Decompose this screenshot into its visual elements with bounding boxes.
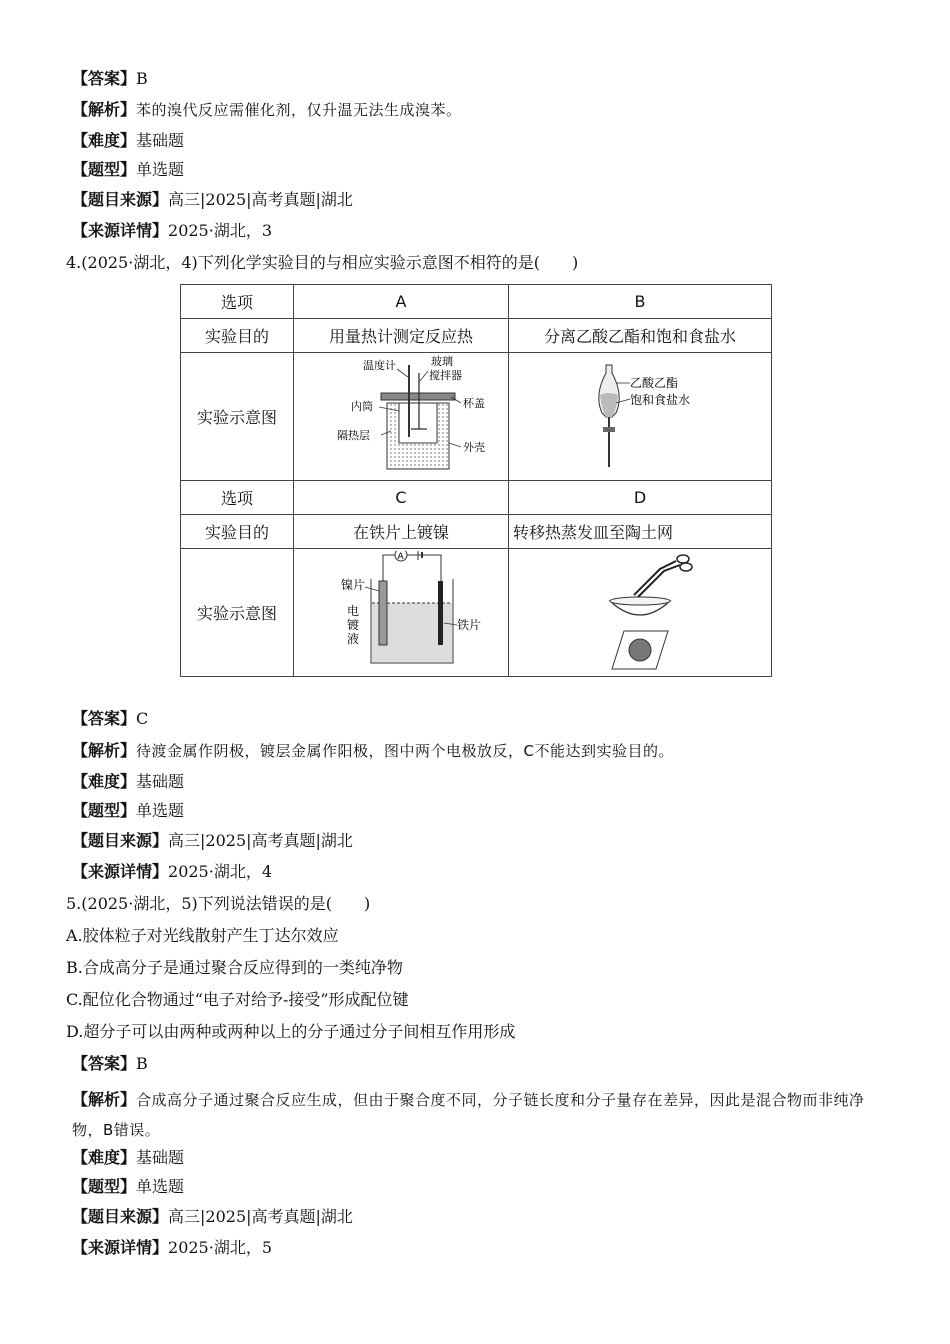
qtype-value: 单选题: [136, 160, 185, 179]
source-line-2: 【题目来源】高三|2025|高考真题|湖北: [72, 831, 353, 850]
row-purpose-label-2: 实验目的: [181, 515, 294, 549]
option-b-header: B: [509, 285, 772, 319]
lid-shape: [381, 393, 455, 400]
analysis-line-2: 【解析】待渡金属作阴极，镀层金属作阳极，图中两个电极放反，C不能达到实验目的。: [72, 741, 674, 760]
ammeter-label: A: [397, 551, 404, 562]
qtype-value: 单选题: [136, 801, 185, 820]
analysis-line-1: 【解析】苯的溴代反应需催化剂，仅升温无法生成溴苯。: [72, 100, 462, 119]
row-figure-label: 实验示意图: [181, 353, 294, 481]
purpose-c: 在铁片上镀镍: [294, 515, 509, 549]
question-5-option-d: D.超分子可以由两种或两种以上的分子通过分子间相互作用形成: [66, 1022, 516, 1041]
crucible-tongs-shape: [634, 561, 680, 597]
label-shell: 外壳: [463, 440, 485, 454]
analysis-text: 苯的溴代反应需催化剂，仅升温无法生成溴苯。: [136, 101, 462, 119]
source-value: 高三|2025|高考真题|湖北: [168, 190, 353, 209]
source-value: 高三|2025|高考真题|湖北: [168, 831, 353, 850]
qtype-line-3: 【题型】单选题: [72, 1177, 185, 1196]
label-lid: 杯盖: [463, 396, 485, 410]
source-line-3: 【题目来源】高三|2025|高考真题|湖北: [72, 1207, 353, 1226]
qtype-line-1: 【题型】单选题: [72, 160, 185, 179]
label-stirrer: 搅拌器: [429, 368, 462, 382]
label-electrolyte-2: 镀: [347, 617, 360, 632]
source-detail-line-2: 【来源详情】2025·湖北，4: [72, 862, 273, 881]
difficulty-value: 基础题: [136, 1148, 185, 1167]
figure-d-cell: [509, 549, 772, 677]
label-iron: 铁片: [457, 617, 482, 632]
option-c-header: C: [294, 481, 509, 515]
answer-line-2: 【答案】C: [72, 709, 149, 728]
source-value: 高三|2025|高考真题|湖北: [168, 1207, 353, 1226]
figure-c-cell: [294, 549, 509, 677]
difficulty-line-3: 【难度】基础题: [72, 1148, 185, 1167]
option-d-header: D: [509, 481, 772, 515]
question-5-option-c: C.配位化合物通过“电子对给予-接受”形成配位键: [66, 990, 409, 1009]
label-insulation: 隔热层: [337, 428, 370, 442]
nickel-electrode-shape: [379, 581, 387, 645]
row-purpose-label: 实验目的: [181, 319, 294, 353]
difficulty-value: 基础题: [136, 131, 185, 150]
purpose-d: 转移热蒸发皿至陶土网: [509, 515, 772, 549]
inner-cup-shape: [399, 403, 437, 443]
question-5-option-a: A.胶体粒子对光线散射产生丁达尔效应: [66, 926, 339, 945]
question-5-option-b: B.合成高分子是通过聚合反应得到的一类纯净物: [66, 958, 403, 977]
electroplating-figure: [301, 551, 501, 671]
source-detail-value: 2025·湖北，3: [168, 221, 273, 240]
source-detail-value: 2025·湖北，4: [168, 862, 273, 881]
separatory-funnel-figure: [540, 355, 740, 475]
label-electrolyte-1: 电: [347, 603, 360, 618]
answer-line-3: 【答案】B: [72, 1054, 148, 1073]
figure-a-cell: [294, 353, 509, 481]
stopcock-shape: [603, 427, 615, 432]
analysis-text: 待渡金属作阴极，镀层金属作阳极，图中两个电极放反，C不能达到实验目的。: [136, 742, 674, 760]
label-electrolyte-3: 液: [347, 631, 360, 646]
evaporating-dish-figure: [520, 551, 760, 671]
label-ethyl-acetate: 乙酸乙酯: [630, 375, 679, 390]
answer-value: C: [136, 709, 149, 728]
difficulty-line-2: 【难度】基础题: [72, 772, 185, 791]
analysis-text: 合成高分子通过聚合反应生成，但由于聚合度不同，分子链长度和分子量存在差异，因此是混合物而非纯净物，B错误。: [72, 1091, 865, 1139]
row-option-label-2: 选项: [181, 481, 294, 515]
answer-value: B: [136, 1054, 148, 1073]
purpose-b: 分离乙酸乙酯和饱和食盐水: [509, 319, 772, 353]
question-5-stem: 5.(2025·湖北，5)下列说法错误的是( ): [66, 894, 371, 913]
answer-line-1: 【答案】B: [72, 69, 148, 88]
label-glass: 玻璃: [431, 354, 453, 368]
answer-value: B: [136, 69, 148, 88]
label-thermometer: 温度计: [363, 358, 396, 372]
label-inner-cup: 内筒: [351, 399, 373, 413]
calorimeter-figure: [301, 355, 501, 475]
row-figure-label-2: 实验示意图: [181, 549, 294, 677]
difficulty-value: 基础题: [136, 772, 185, 791]
qtype-line-2: 【题型】单选题: [72, 801, 185, 820]
row-option-label: 选项: [181, 285, 294, 319]
iron-electrode-shape: [438, 581, 443, 645]
figure-b-cell: [509, 353, 772, 481]
label-brine: 饱和食盐水: [630, 392, 691, 407]
qtype-value: 单选题: [136, 1177, 185, 1196]
source-detail-line-1: 【来源详情】2025·湖北，3: [72, 221, 273, 240]
analysis-line-3: 【解析】合成高分子通过聚合反应生成，但由于聚合度不同，分子链长度和分子量存在差异，因此是混合物而非纯净物，B错误。: [72, 1090, 865, 1139]
difficulty-line-1: 【难度】基础题: [72, 131, 185, 150]
source-line-1: 【题目来源】高三|2025|高考真题|湖北: [72, 190, 353, 209]
label-nickel: 镍片: [341, 577, 366, 592]
purpose-a: 用量热计测定反应热: [294, 319, 509, 353]
source-detail-value: 2025·湖北，5: [168, 1238, 273, 1257]
option-a-header: A: [294, 285, 509, 319]
experiment-table: [180, 284, 772, 677]
source-detail-line-3: 【来源详情】2025·湖北，5: [72, 1238, 273, 1257]
question-4-stem: 4.(2025·湖北，4)下列化学实验目的与相应实验示意图不相符的是( ): [66, 253, 579, 272]
